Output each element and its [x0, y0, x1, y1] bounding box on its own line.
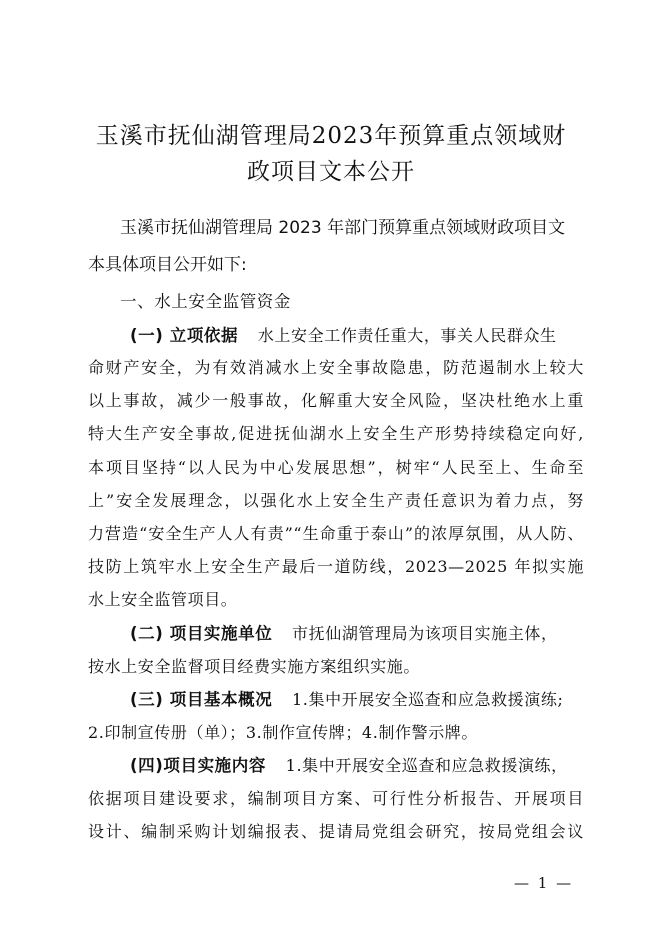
- paragraph: [130, 326, 584, 346]
- paragraph-line: 2.印制宣传册（单）；3.制作宣传牌；4.制作警示牌。: [88, 723, 478, 742]
- paragraph-line: 本项目坚持“以人民为中心发展思想”，树牢“人民至上、生命至: [88, 458, 584, 477]
- paragraph-line: 设计、编制采购计划编报表、提请局党组会研究，按局党组会议: [88, 822, 584, 841]
- subsection-label: (三) 项目基本概况: [130, 690, 273, 709]
- paragraph: [130, 756, 584, 776]
- intro-line-1: 玉溪市抚仙湖管理局 2023 年部门预算重点领域财政项目文: [120, 218, 566, 238]
- paragraph-line: 命财产安全，为有效消减水上安全事故隐患，防范遏制水上较大: [88, 358, 584, 377]
- subsection-label: (一) 立项依据: [130, 326, 239, 345]
- paragraph-line: 力营造“安全生产人人有责”“生命重于泰山”的浓厚氛围，从人防、: [88, 524, 584, 543]
- document-title-line-1: 玉溪市抚仙湖管理局2023年预算重点领域财: [95, 123, 567, 149]
- paragraph-text: 水上安全工作责任重大，事关人民群众生: [257, 326, 557, 345]
- intro-line-2: 本具体项目公开如下:: [88, 255, 247, 275]
- paragraph-line: 按水上安全监督项目经费实施方案组织实施。: [88, 657, 421, 676]
- paragraph: [130, 690, 584, 710]
- page-number: — 1 —: [514, 874, 574, 892]
- paragraph-line: 以上事故，减少一般事故，化解重大安全风险，坚决杜绝水上重: [88, 391, 584, 410]
- paragraph-line: 特大生产安全事故,促进抚仙湖水上安全生产形势持续稳定向好,: [88, 424, 584, 443]
- document-title-line-2: 政项目文本公开: [247, 159, 415, 185]
- subsection-label: (二) 项目实施单位: [130, 624, 273, 643]
- paragraph-line: 上”安全发展理念，以强化水上安全生产责任意识为着力点，努: [88, 491, 584, 510]
- paragraph-text: 1.集中开展安全巡查和应急救援演练，: [285, 756, 568, 775]
- subsection-label: (四)项目实施内容: [130, 756, 266, 775]
- paragraph-line: 水上安全监管项目。: [88, 590, 238, 609]
- paragraph-text: 市抚仙湖管理局为该项目实施主体，: [292, 624, 558, 643]
- paragraph-text: 1.集中开展安全巡查和应急救援演练;: [292, 690, 564, 709]
- section-heading: 一、水上安全监管资金: [120, 292, 291, 311]
- paragraph-line: 技防上筑牢水上安全生产最后一道防线，2023—2025 年拟实施: [88, 557, 584, 576]
- paragraph-line: 依据项目建设要求，编制项目方案、可行性分析报告、开展项目: [88, 789, 584, 808]
- paragraph: [130, 624, 584, 644]
